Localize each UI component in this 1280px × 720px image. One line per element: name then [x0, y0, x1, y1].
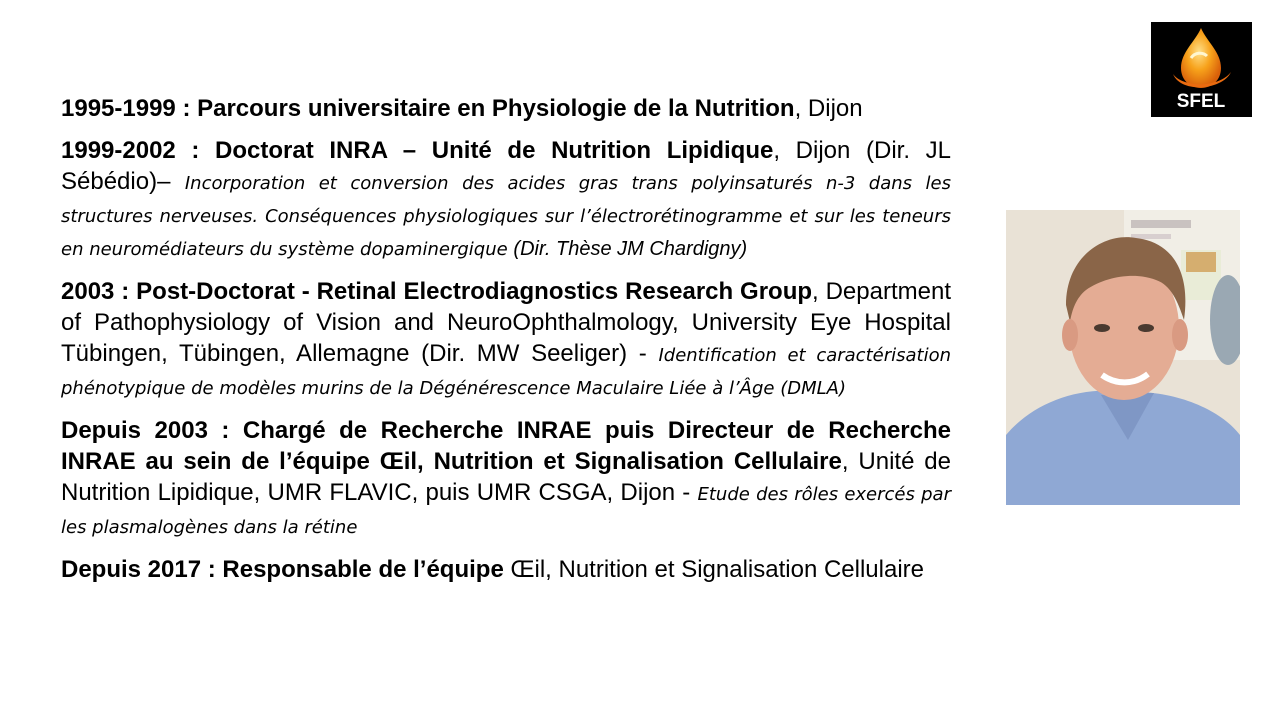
entry-description: Identification et caractérisation phénotypique de modèles murins de la Dégénérescence Maculaire Liée à l’Âge (DMLA) [61, 345, 951, 399]
entry-details: , Dijon [794, 95, 863, 122]
entry-2003-postdoc [61, 276, 951, 404]
entry-1999 [61, 135, 951, 265]
entry-title: 2003 : Post-Doctorat - Retinal Electrodiagnostics Research Group [61, 278, 813, 305]
entry-details: , Department of Pathophysiology of Vision and NeuroOphthalmology, University Eye Hospital Tübingen, Tübingen, Allemagne (Dir. MW Seeliger) - [61, 278, 951, 367]
entry-2003-inrae [61, 415, 951, 543]
entry-details: , Unité de Nutrition Lipidique, UMR FLAVIC, puis UMR CSGA, Dijon - [61, 448, 951, 506]
logo-text: SFEL [1176, 91, 1226, 112]
drop-icon [1181, 28, 1221, 88]
entry-description: Incorporation et conversion des acides gras trans polyinsaturés n-3 dans les structures nerveuses. Conséquences physiologiques sur l’électrorétinogramme et sur les teneurs en neuromédiateurs du système dopaminergique [61, 173, 951, 260]
entry-title: 1995-1999 : Parcours universitaire en Physiologie de la Nutrition [61, 95, 795, 122]
entry-2017 [61, 554, 951, 585]
entry-details: Œil, Nutrition et Signalisation Cellulaire [503, 556, 924, 583]
entry-details: , Dijon (Dir. JL Sébédio)– [61, 137, 951, 195]
portrait-photo [1006, 210, 1240, 505]
entry-title: Depuis 2017 : Responsable de l’équipe [61, 556, 504, 583]
entry-1995 [61, 93, 951, 124]
entry-supervisor: (Dir. Thèse JM Chardigny) [513, 238, 748, 260]
entry-title: Depuis 2003 : Chargé de Recherche INRAE puis Directeur de Recherche INRAE au sein de l’équipe Œil, Nutrition et Signalisation Cellulaire [61, 417, 951, 475]
cv-timeline [61, 93, 951, 596]
sfel-logo [1151, 22, 1252, 117]
entry-description: Etude des rôles exercés par les plasmalogènes dans la rétine [61, 484, 951, 538]
entry-title: 1999-2002 : Doctorat INRA – Unité de Nutrition Lipidique [61, 137, 774, 164]
